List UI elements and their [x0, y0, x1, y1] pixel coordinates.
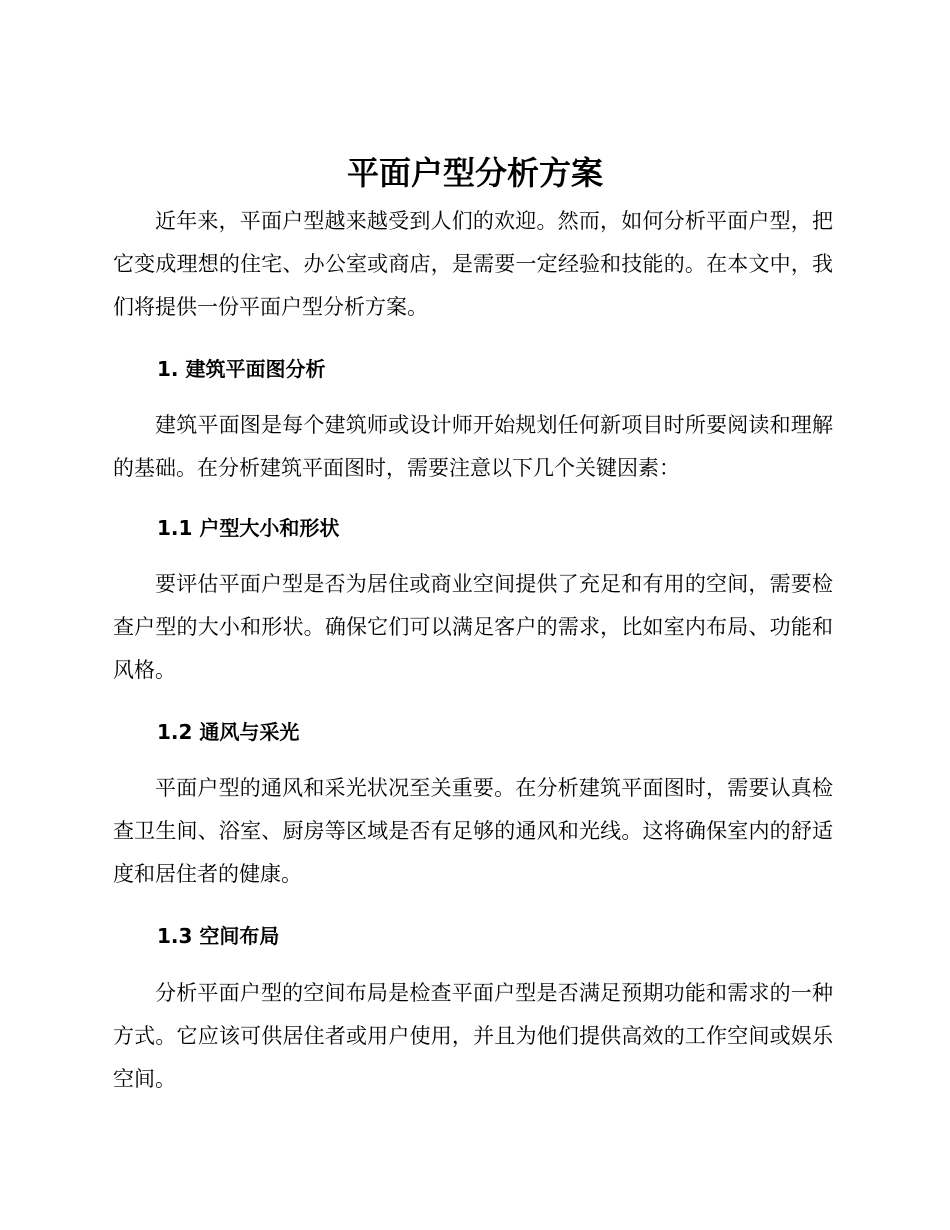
document-title: 平面户型分析方案	[346, 154, 603, 192]
section-body-1: 建筑平面图是每个建筑师或设计师开始规划任何新项目时所要阅读和理解的基础。在分析建筑平面图时，需要注意以下几个关键因素：	[113, 413, 833, 480]
section-body-1-1: 要评估平面户型是否为居住或商业空间提供了充足和有用的空间，需要检查户型的大小和形状。确保它们可以满足客户的需求，比如室内布局、功能和风格。	[113, 572, 833, 682]
intro-paragraph: 近年来，平面户型越来越受到人们的欢迎。然而，如何分析平面户型，把它变成理想的住宅、办公室或商店，是需要一定经验和技能的。在本文中，我们将提供一份平面户型分析方案。	[113, 209, 833, 319]
section-body-1-2: 平面户型的通风和采光状况至关重要。在分析建筑平面图时，需要认真检查卫生间、浴室、厨房等区域是否有足够的通风和光线。这将确保室内的舒适度和居住者的健康。	[113, 776, 833, 886]
section-heading-1-1: 1.1 户型大小和形状	[157, 516, 340, 540]
section-heading-1-2: 1.2 通风与采光	[157, 720, 300, 744]
section-heading-1-3: 1.3 空间布局	[157, 924, 280, 948]
section-heading-1: 1. 建筑平面图分析	[157, 357, 326, 381]
section-body-1-3: 分析平面户型的空间布局是检查平面户型是否满足预期功能和需求的一种方式。它应该可供居住者或用户使用，并且为他们提供高效的工作空间或娱乐空间。	[113, 981, 833, 1091]
